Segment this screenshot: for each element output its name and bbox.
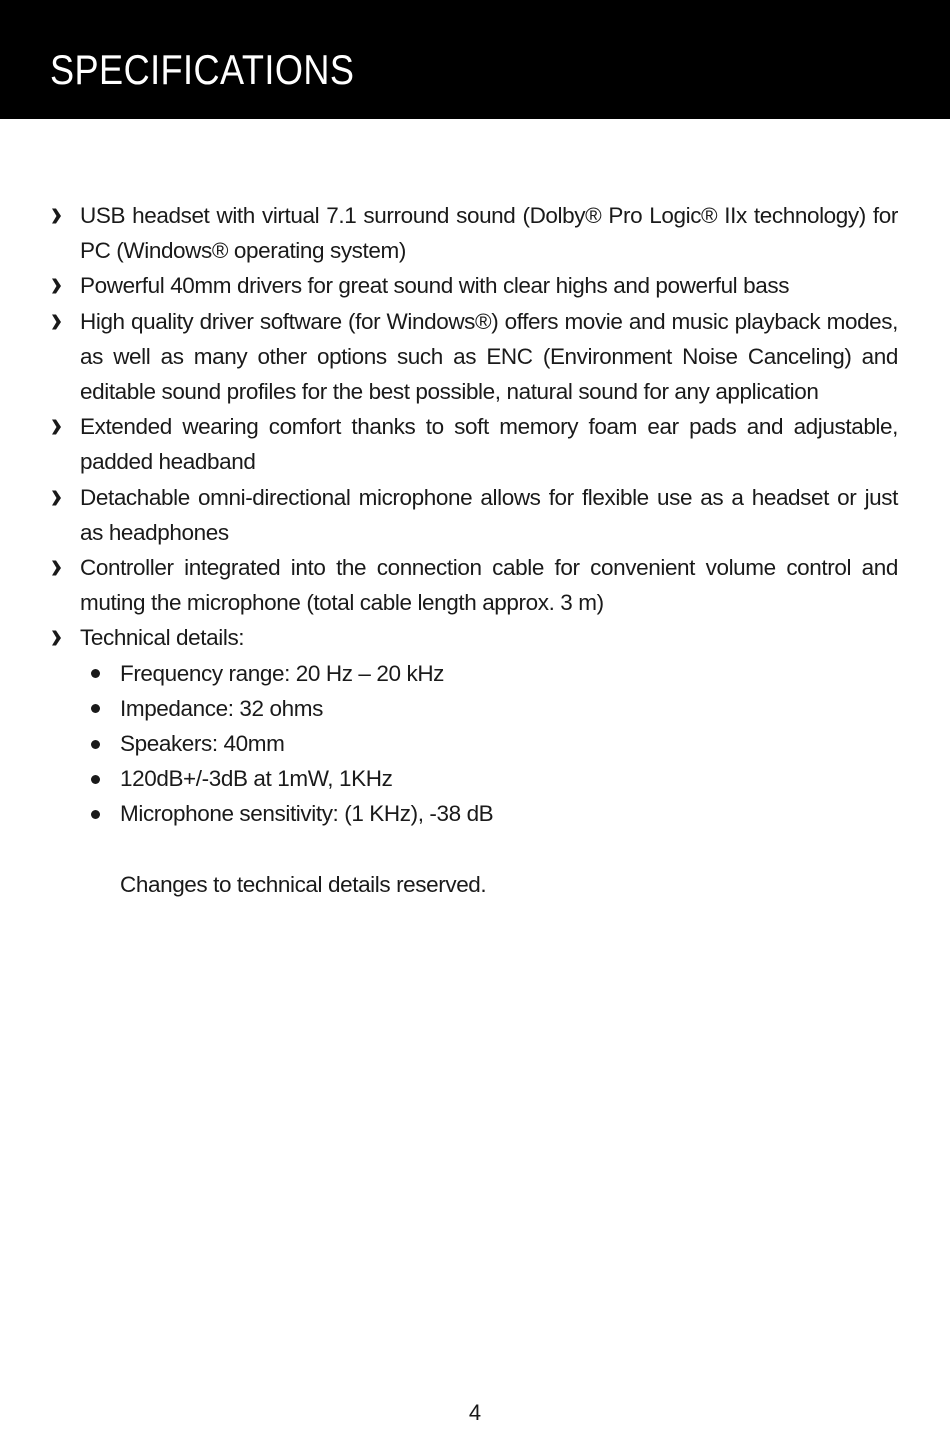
- feature-text: High quality driver software (for Windows®) offers movie and music playback modes, as well as many other options such as ENC (Environment Noise Canceling) and editable sound profiles for the best possible, natural sound for any application: [80, 308, 898, 405]
- feature-item: [48, 550, 898, 620]
- feature-item: [48, 304, 898, 410]
- chevron-right-icon: [51, 277, 62, 295]
- chevron-right-icon: [51, 313, 62, 331]
- feature-item: [48, 409, 898, 479]
- technical-detail-item: [80, 761, 898, 796]
- dot-icon: [91, 775, 100, 784]
- feature-text: USB headset with virtual 7.1 surround sound (Dolby® Pro Logic® IIx technology) for PC (Windows® operating system): [80, 203, 898, 264]
- technical-detail-item: [80, 691, 898, 726]
- chevron-right-icon: [51, 489, 62, 507]
- chevron-right-icon: [51, 418, 62, 436]
- technical-detail-text: Microphone sensitivity: (1 KHz), -38 dB: [120, 801, 494, 827]
- feature-item: [48, 198, 898, 268]
- chevron-right-icon: [51, 559, 62, 577]
- feature-text: Powerful 40mm drivers for great sound with clear highs and powerful bass: [80, 273, 790, 299]
- dot-icon: [91, 810, 100, 819]
- disclaimer-note: Changes to technical details reserved.: [120, 871, 487, 897]
- feature-list: [48, 198, 898, 902]
- feature-item-technical-details: [48, 620, 898, 902]
- header-bar: [0, 0, 950, 119]
- chevron-right-icon: [51, 629, 62, 647]
- technical-details-list: [80, 656, 898, 832]
- technical-detail-item: [80, 726, 898, 761]
- specifications-content: [48, 198, 898, 902]
- dot-icon: [91, 704, 100, 713]
- technical-detail-text: 120dB+/-3dB at 1mW, 1KHz: [120, 766, 393, 792]
- technical-detail-text: Frequency range: 20 Hz – 20 kHz: [120, 660, 445, 686]
- dot-icon: [91, 669, 100, 678]
- feature-text: Controller integrated into the connection cable for convenient volume control and muting the microphone (total cable length approx. 3 m): [80, 555, 898, 616]
- feature-item: [48, 480, 898, 550]
- dot-icon: [91, 740, 100, 749]
- feature-text: Technical details:: [80, 625, 245, 651]
- feature-item: [48, 268, 898, 303]
- page-title: SPECIFICATIONS: [50, 46, 355, 93]
- technical-detail-text: Speakers: 40mm: [120, 731, 285, 757]
- feature-text: Extended wearing comfort thanks to soft memory foam ear pads and adjustable, padded headband: [80, 414, 898, 475]
- technical-detail-text: Impedance: 32 ohms: [120, 695, 323, 721]
- page-number: 4: [468, 1400, 482, 1425]
- technical-detail-item: [80, 656, 898, 691]
- chevron-right-icon: [51, 207, 62, 225]
- technical-detail-item: [80, 796, 898, 831]
- feature-text: Detachable omni-directional microphone allows for flexible use as a headset or just as headphones: [80, 484, 898, 545]
